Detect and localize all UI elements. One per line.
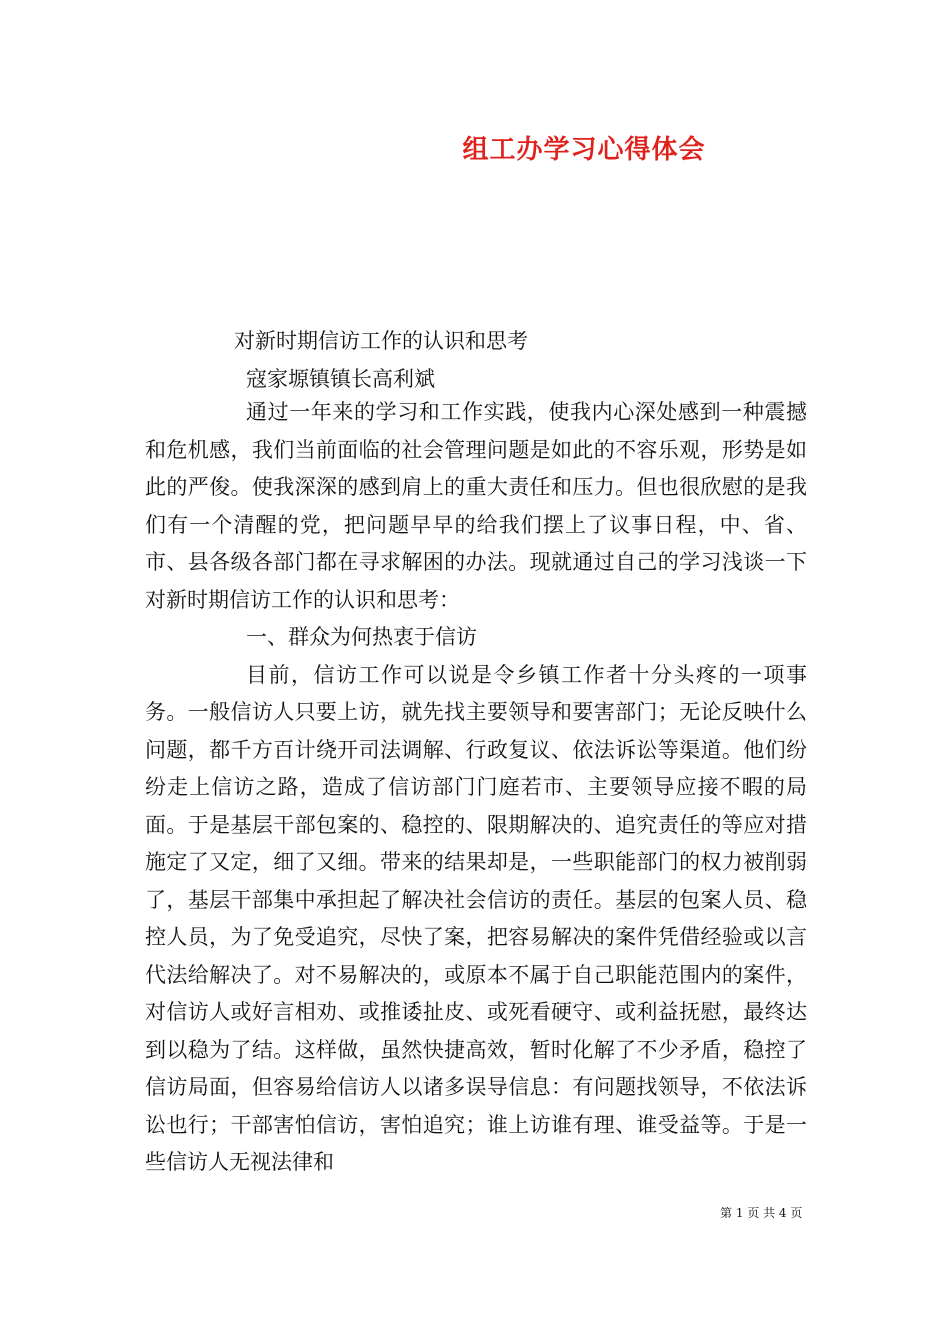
- page-number: 第 1 页 共 4 页: [720, 1206, 803, 1220]
- article-heading: 对新时期信访工作的认识和思考: [234, 329, 528, 353]
- article-body: [145, 394, 807, 1182]
- section-paragraph: 目前，信访工作可以说是令乡镇工作者十分头疼的一项事务。一般信访人只要上访，就先找主要领导和要害部门；无论反映什么问题，都千方百计绕开司法调解、行政复议、依法诉讼等渠道。他们纷纷走上信访之路，造成了信访部门门庭若市、主要领导应接不暇的局面。于是基层干部包案的、稳控的、限期解决的、追究责任的等应对措施定了又定，细了又细。带来的结果却是，一些职能部门的权力被削弱了，基层干部集中承担起了解决社会信访的责任。基层的包案人员、稳控人员，为了免受追究，尽快了案，把容易解决的案件凭借经验或以言代法给解决了。对不易解决的，或原本不属于自己职能范围内的案件，对信访人或好言相劝、或推诿扯皮、或死看硬守、或利益抚慰，最终达到以稳为了结。这样做，虽然快捷高效，暂时化解了不少矛盾，稳控了信访局面，但容易给信访人以诸多误导信息：有问题找领导，不依法诉讼也行；干部害怕信访，害怕追究；谁上访谁有理、谁受益等。于是一些信访人无视法律和: [145, 662, 807, 1174]
- page-title: 组工办学习心得体会: [462, 135, 706, 165]
- article-author: 寇家塬镇镇长高利斌: [246, 367, 435, 391]
- section-heading: 一、群众为何热衷于信访: [246, 625, 477, 649]
- intro-paragraph: 通过一年来的学习和工作实践，使我内心深处感到一种震撼和危机感，我们当前面临的社会管理问题是如此的不容乐观，形势是如此的严俊。使我深深的感到肩上的重大责任和压力。但也很欣慰的是我们有一个清醒的党，把问题早早的给我们摆上了议事日程，中、省、市、县各级各部门都在寻求解困的办法。现就通过自己的学习浅谈一下对新时期信访工作的认识和思考：: [145, 400, 807, 612]
